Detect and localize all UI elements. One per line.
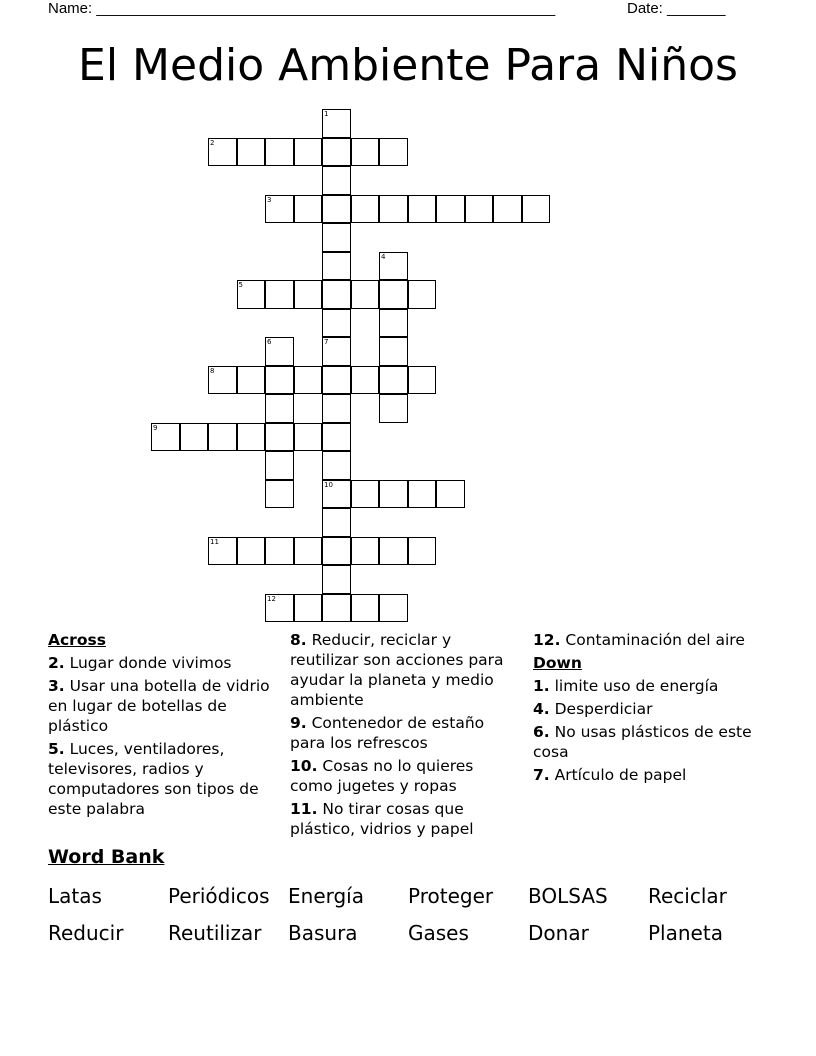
crossword-cell[interactable] bbox=[265, 195, 294, 224]
crossword-cell[interactable] bbox=[265, 594, 294, 623]
crossword-cell[interactable] bbox=[351, 594, 380, 623]
clue-number: 9 bbox=[153, 423, 158, 432]
word-bank-word: Reutilizar bbox=[168, 921, 262, 945]
down-clue: 7. Artículo de papel bbox=[533, 766, 687, 784]
crossword-cell[interactable] bbox=[379, 280, 408, 309]
crossword-cell[interactable] bbox=[237, 423, 266, 452]
date-field-label[interactable]: Date: _______ bbox=[627, 0, 726, 17]
crossword-cell[interactable] bbox=[322, 337, 351, 366]
across-clue: 8. Reducir, reciclar y reutilizar son acciones para ayudar la planeta y medio ambiente bbox=[290, 631, 504, 709]
crossword-cell[interactable] bbox=[322, 252, 351, 281]
crossword-cell[interactable] bbox=[379, 138, 408, 167]
across-clue: 12. Contaminación del aire bbox=[533, 631, 745, 649]
crossword-cell[interactable] bbox=[294, 280, 323, 309]
word-bank-word: Reducir bbox=[48, 921, 124, 945]
crossword-cell[interactable] bbox=[208, 423, 237, 452]
clue-number: 3 bbox=[267, 195, 272, 204]
crossword-cell[interactable] bbox=[493, 195, 522, 224]
crossword-cell[interactable] bbox=[265, 480, 294, 509]
crossword-cell[interactable] bbox=[265, 394, 294, 423]
clue-number: 5 bbox=[238, 281, 243, 289]
word-bank-word: Reciclar bbox=[648, 884, 727, 908]
crossword-cell[interactable] bbox=[379, 480, 408, 509]
crossword-cell[interactable] bbox=[322, 109, 351, 138]
crossword-cell[interactable] bbox=[294, 195, 323, 224]
down-heading: Down bbox=[533, 654, 582, 672]
crossword-cell[interactable] bbox=[294, 594, 323, 623]
crossword-cell[interactable] bbox=[351, 480, 380, 509]
crossword-cell[interactable] bbox=[294, 366, 323, 395]
crossword-cell[interactable] bbox=[322, 451, 351, 480]
crossword-cell[interactable] bbox=[379, 594, 408, 623]
word-bank-word: Energía bbox=[288, 884, 364, 908]
crossword-cell[interactable] bbox=[322, 309, 351, 338]
page-title: El Medio Ambiente Para Niños bbox=[78, 40, 738, 91]
crossword-cell[interactable] bbox=[408, 366, 437, 395]
clue-column-1 bbox=[48, 630, 284, 822]
crossword-cell[interactable] bbox=[379, 366, 408, 395]
crossword-cell[interactable] bbox=[208, 366, 237, 395]
word-bank-row bbox=[48, 921, 788, 958]
crossword-cell[interactable] bbox=[379, 394, 408, 423]
clue-number: 2 bbox=[210, 138, 215, 147]
clue-number: 10 bbox=[324, 480, 333, 489]
crossword-cell[interactable] bbox=[351, 280, 380, 309]
crossword-cell[interactable] bbox=[208, 138, 237, 167]
crossword-cell[interactable] bbox=[322, 195, 351, 224]
crossword-cell[interactable] bbox=[237, 366, 266, 395]
crossword-cell[interactable] bbox=[379, 195, 408, 224]
crossword-cell[interactable] bbox=[436, 195, 465, 224]
crossword-cell[interactable] bbox=[208, 537, 237, 566]
crossword-cell[interactable] bbox=[379, 337, 408, 366]
clue-number: 11 bbox=[210, 537, 219, 546]
across-heading: Across bbox=[48, 631, 106, 649]
down-clue: 4. Desperdiciar bbox=[533, 700, 653, 718]
clue-number: 7 bbox=[324, 338, 329, 346]
across-clue: 3. Usar una botella de vidrio en lugar de botellas de plástico bbox=[48, 677, 270, 735]
crossword-cell[interactable] bbox=[265, 537, 294, 566]
crossword-cell[interactable] bbox=[436, 480, 465, 509]
word-bank-word: Proteger bbox=[408, 884, 494, 908]
crossword-cell[interactable] bbox=[151, 423, 180, 452]
word-bank-word: Donar bbox=[528, 921, 589, 945]
crossword-cell[interactable] bbox=[322, 280, 351, 309]
crossword-cell[interactable] bbox=[408, 480, 437, 509]
word-bank-title: Word Bank bbox=[48, 846, 165, 868]
word-bank-word: Planeta bbox=[648, 921, 723, 945]
crossword-cell[interactable] bbox=[180, 423, 209, 452]
crossword-cell[interactable] bbox=[237, 537, 266, 566]
crossword-cell[interactable] bbox=[322, 480, 351, 509]
clue-number: 4 bbox=[381, 252, 386, 261]
crossword-cell[interactable] bbox=[522, 195, 551, 224]
crossword-cell[interactable] bbox=[265, 366, 294, 395]
crossword-cell[interactable] bbox=[237, 280, 266, 309]
crossword-cell[interactable] bbox=[265, 337, 294, 366]
name-field-label[interactable]: Name: _______________________________________________________ bbox=[48, 0, 556, 17]
clue-column-2 bbox=[290, 630, 516, 842]
across-clue: 9. Contenedor de estaño para los refrescos bbox=[290, 714, 485, 752]
crossword-cell[interactable] bbox=[265, 280, 294, 309]
crossword-cell[interactable] bbox=[322, 166, 351, 195]
word-bank-word: Basura bbox=[288, 921, 358, 945]
across-clue: 2. Lugar donde vivimos bbox=[48, 654, 232, 672]
crossword-cell[interactable] bbox=[322, 223, 351, 252]
crossword-cell[interactable] bbox=[265, 138, 294, 167]
crossword-cell[interactable] bbox=[379, 252, 408, 281]
clue-number: 6 bbox=[267, 338, 272, 346]
across-clue: 10. Cosas no lo quieres como jugetes y ropas bbox=[290, 757, 474, 795]
clue-number: 8 bbox=[210, 366, 215, 375]
crossword-cell[interactable] bbox=[294, 138, 323, 167]
crossword-cell[interactable] bbox=[351, 366, 380, 395]
word-bank-word: Gases bbox=[408, 921, 469, 945]
crossword-cell[interactable] bbox=[322, 366, 351, 395]
word-bank-word: BOLSAS bbox=[528, 884, 608, 908]
crossword-cell[interactable] bbox=[408, 280, 437, 309]
crossword-cell[interactable] bbox=[379, 309, 408, 338]
clue-number: 12 bbox=[267, 594, 276, 603]
across-clue: 11. No tirar cosas que plástico, vidrios y papel bbox=[290, 800, 474, 838]
crossword-cell[interactable] bbox=[322, 423, 351, 452]
clue-column-3 bbox=[533, 630, 763, 788]
crossword-cell[interactable] bbox=[351, 537, 380, 566]
clue-number: 1 bbox=[324, 110, 329, 118]
across-clue: 5. Luces, ventiladores, televisores, radios y computadores son tipos de este palabra bbox=[48, 740, 259, 818]
crossword-cell[interactable] bbox=[465, 195, 494, 224]
crossword-cell[interactable] bbox=[379, 537, 408, 566]
crossword-cell[interactable] bbox=[322, 508, 351, 537]
crossword-cell[interactable] bbox=[351, 195, 380, 224]
crossword-cell[interactable] bbox=[322, 594, 351, 623]
crossword-cell[interactable] bbox=[322, 394, 351, 423]
crossword-cell[interactable] bbox=[237, 138, 266, 167]
word-bank-word: Latas bbox=[48, 884, 102, 908]
crossword-cell[interactable] bbox=[351, 138, 380, 167]
crossword-cell[interactable] bbox=[265, 451, 294, 480]
word-bank bbox=[48, 884, 788, 958]
crossword-cell[interactable] bbox=[322, 565, 351, 594]
crossword-cell[interactable] bbox=[322, 537, 351, 566]
down-clue: 6. No usas plásticos de este cosa bbox=[533, 723, 752, 761]
crossword-cell[interactable] bbox=[294, 423, 323, 452]
crossword-cell[interactable] bbox=[408, 195, 437, 224]
crossword-cell[interactable] bbox=[265, 423, 294, 452]
down-clue: 1. limite uso de energía bbox=[533, 677, 719, 695]
crossword-cell[interactable] bbox=[322, 138, 351, 167]
crossword-cell[interactable] bbox=[408, 537, 437, 566]
word-bank-word: Periódicos bbox=[168, 884, 270, 908]
crossword-cell[interactable] bbox=[294, 537, 323, 566]
word-bank-row bbox=[48, 884, 788, 921]
